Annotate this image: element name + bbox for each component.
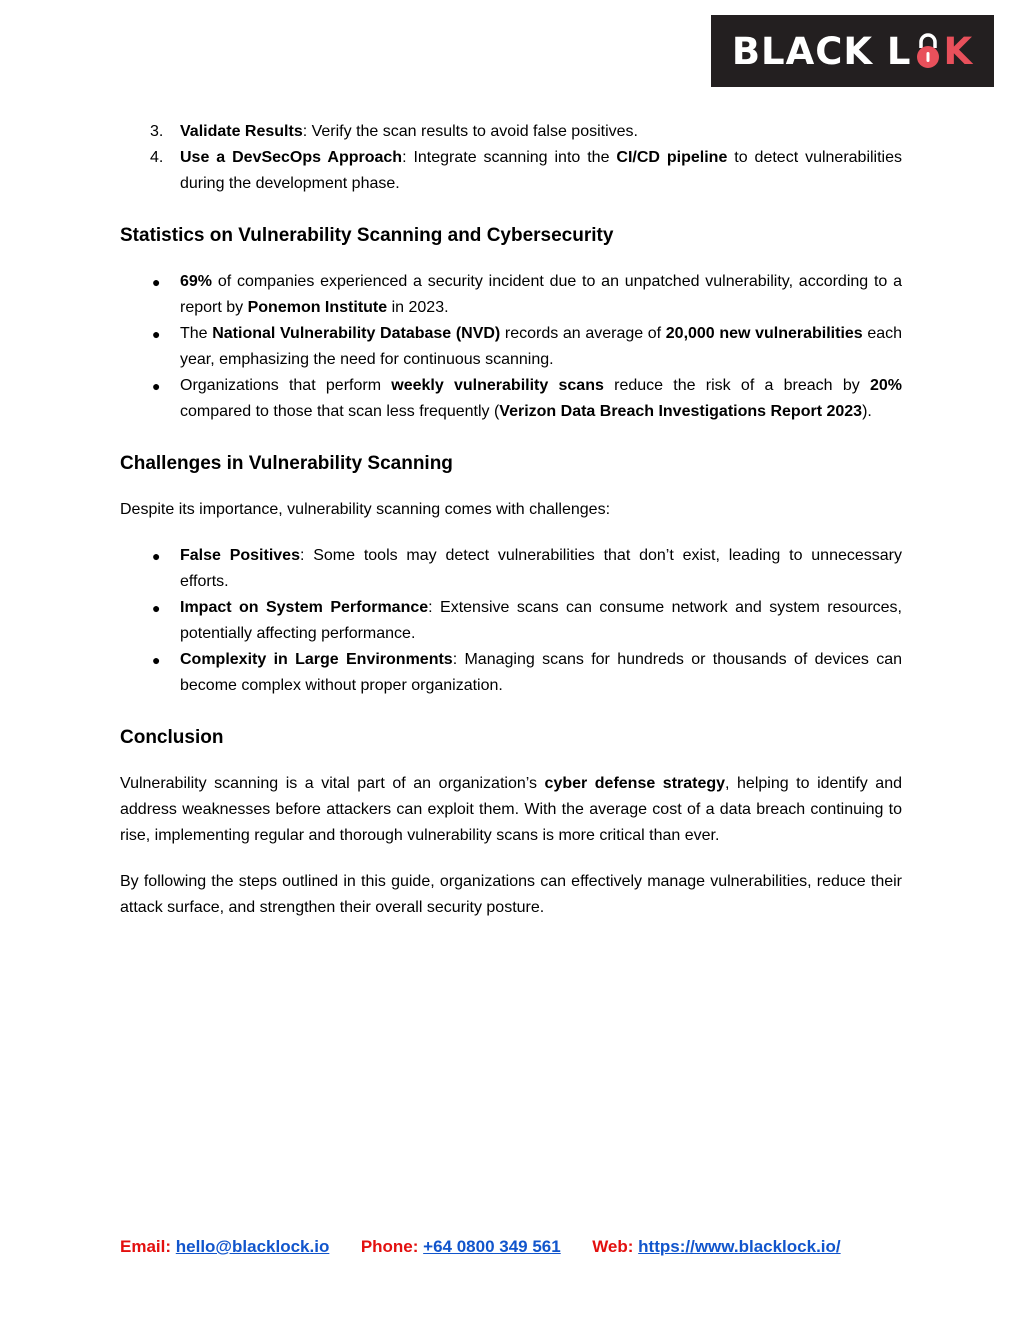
section-heading-challenges: Challenges in Vulnerability Scanning [120, 453, 453, 474]
email-link[interactable]: hello@blacklock.io [175, 1237, 330, 1256]
step-title: Validate Results [180, 123, 303, 140]
blacklock-logo [711, 15, 994, 87]
stat-text: The [180, 325, 213, 342]
stat-emphasis: Ponemon Institute [247, 299, 388, 316]
stat-emphasis: Verizon Data Breach Investigations Report 2023 [499, 403, 863, 420]
list-item [150, 119, 902, 145]
stat-text: records an average of [500, 325, 666, 342]
list-item [152, 269, 902, 321]
contact-footer [120, 1237, 841, 1257]
stat-emphasis: 20,000 new vulnerabilities [665, 325, 863, 342]
phone-link[interactable]: +64 0800 349 561 [423, 1237, 561, 1256]
conclusion-paragraph-1 [120, 771, 902, 849]
challenges-intro: Despite its importance, vulnerability scanning comes with challenges: [120, 501, 611, 518]
challenge-title: Impact on System Performance [180, 599, 429, 616]
phone-label: Phone: [360, 1237, 419, 1256]
section-heading-statistics: Statistics on Vulnerability Scanning and Cybersecurity [120, 225, 614, 246]
paragraph-text: Vulnerability scanning is a vital part of an organization’s [120, 775, 545, 792]
logo-text-start: BLACK L [731, 29, 912, 73]
bullet-icon: ● [152, 652, 161, 668]
list-item [152, 595, 902, 647]
web-label: Web: [592, 1237, 634, 1256]
paragraph-emphasis: cyber defense strategy [544, 775, 726, 792]
stat-emphasis: 69% [180, 273, 213, 290]
stat-text: Organizations that perform [180, 377, 392, 394]
bullet-icon: ● [152, 378, 161, 394]
list-item [152, 321, 903, 373]
list-number: 3. [150, 123, 164, 140]
step-title: Use a DevSecOps Approach [180, 149, 403, 166]
challenge-title: False Positives [180, 547, 300, 564]
bullet-icon: ● [152, 600, 161, 616]
logo-text-end: K [943, 29, 974, 73]
list-item [152, 373, 903, 425]
list-item [152, 543, 903, 595]
bullet-icon: ● [152, 274, 161, 290]
stat-text: ). [862, 403, 872, 420]
bullet-icon: ● [152, 326, 161, 342]
stat-emphasis: weekly vulnerability scans [391, 377, 604, 394]
step-text: : Verify the scan results to avoid false positives. [302, 123, 638, 140]
step-text: : Integrate scanning into the [402, 149, 617, 166]
stat-text: compared to those that scan less frequently ( [180, 403, 500, 420]
section-heading-conclusion: Conclusion [120, 727, 224, 748]
stat-text: reduce the risk of a breach by [603, 377, 870, 394]
stat-text: in 2023. [387, 299, 449, 316]
challenge-text: : Extensive scans can consume network and system resources, potentially affecting performance. [180, 599, 902, 642]
challenges-list [120, 543, 902, 699]
stat-text: each year, emphasizing the need for continuous scanning. [180, 325, 903, 368]
list-item [152, 647, 902, 699]
list-number: 4. [150, 149, 164, 166]
challenge-text: : Some tools may detect vulnerabilities that don’t exist, leading to unnecessary efforts. [180, 547, 903, 590]
challenge-text: : Managing scans for hundreds or thousands of devices can become complex without proper organization. [180, 651, 902, 694]
logo-wordmark [732, 30, 973, 73]
step-text: to detect vulnerabilities during the development phase. [180, 149, 902, 192]
stat-emphasis: 20% [869, 377, 903, 394]
statistics-list [120, 269, 902, 425]
conclusion-paragraph-2: By following the steps outlined in this guide, organizations can effectively manage vulnerabilities, reduce their attack surface, and strengthen their overall security posture. [120, 873, 902, 916]
challenge-title: Complexity in Large Environments [180, 651, 453, 668]
website-link[interactable]: https://www.blacklock.io/ [638, 1237, 841, 1256]
document-body [120, 119, 902, 941]
bullet-icon: ● [152, 548, 161, 564]
step-emphasis: CI/CD pipeline [616, 149, 728, 166]
padlock-icon [913, 31, 943, 71]
stat-text: of companies experienced a security incident due to an unpatched vulnerability, according to a report by [180, 273, 902, 316]
paragraph-text: , helping to identify and address weaknesses before attackers can exploit them. With the average cost of a data breach continuing to rise, implementing regular and thorough vulnerability scans is more critical than ever. [120, 775, 902, 844]
stat-emphasis: National Vulnerability Database (NVD) [212, 325, 501, 342]
list-item [150, 145, 902, 197]
email-label: Email: [120, 1237, 172, 1256]
steps-list [120, 119, 902, 197]
